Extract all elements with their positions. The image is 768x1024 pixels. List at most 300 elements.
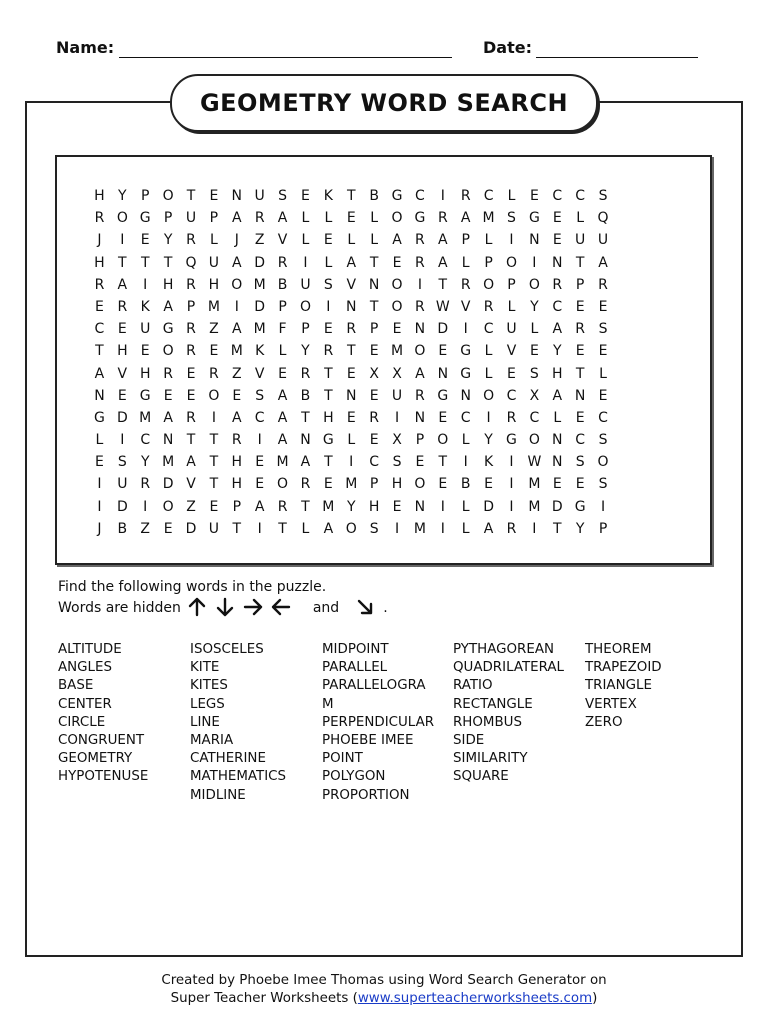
- grid-letter[interactable]: I: [120, 232, 125, 249]
- grid-letter[interactable]: E: [209, 188, 219, 204]
- grid-letter[interactable]: I: [394, 520, 400, 537]
- grid-letter[interactable]: S: [529, 365, 539, 382]
- grid-letter[interactable]: E: [369, 387, 379, 404]
- grid-letter[interactable]: L: [461, 432, 470, 449]
- grid-letter[interactable]: E: [507, 365, 516, 382]
- grid-letter[interactable]: G: [437, 387, 449, 404]
- grid-letter[interactable]: I: [394, 409, 400, 426]
- grid-letter[interactable]: L: [370, 210, 379, 227]
- date-input-line[interactable]: [536, 57, 698, 58]
- grid-letter[interactable]: L: [507, 298, 516, 315]
- grid-letter[interactable]: C: [575, 432, 586, 449]
- grid-letter[interactable]: Z: [231, 365, 242, 382]
- grid-letter[interactable]: E: [209, 343, 219, 360]
- grid-letter[interactable]: R: [254, 210, 265, 227]
- grid-letter[interactable]: C: [483, 188, 494, 204]
- grid-letter[interactable]: T: [324, 387, 333, 404]
- grid-letter[interactable]: H: [231, 454, 243, 471]
- grid-letter[interactable]: U: [597, 232, 609, 249]
- grid-letter[interactable]: B: [117, 520, 128, 537]
- grid-letter[interactable]: T: [278, 520, 287, 537]
- grid-letter[interactable]: E: [323, 232, 333, 249]
- grid-letter[interactable]: C: [94, 321, 105, 338]
- grid-letter[interactable]: L: [553, 409, 562, 426]
- grid-letter[interactable]: E: [301, 188, 310, 204]
- grid-letter[interactable]: I: [143, 498, 148, 515]
- grid-letter[interactable]: I: [532, 254, 537, 271]
- grid-letter[interactable]: K: [323, 188, 333, 204]
- grid-letter[interactable]: A: [392, 232, 402, 249]
- grid-letter[interactable]: P: [301, 321, 310, 338]
- grid-letter[interactable]: O: [528, 432, 540, 449]
- grid-letter[interactable]: Y: [575, 520, 585, 537]
- grid-letter[interactable]: E: [575, 476, 585, 493]
- grid-letter[interactable]: U: [208, 520, 220, 537]
- grid-letter[interactable]: P: [369, 476, 379, 493]
- grid-letter[interactable]: N: [552, 432, 563, 449]
- grid-letter[interactable]: O: [483, 276, 495, 293]
- grid-letter[interactable]: J: [234, 232, 239, 249]
- grid-letter[interactable]: E: [415, 454, 425, 471]
- grid-letter[interactable]: S: [598, 432, 608, 449]
- grid-letter[interactable]: I: [440, 188, 445, 204]
- grid-letter[interactable]: A: [552, 321, 563, 338]
- grid-letter[interactable]: L: [209, 232, 218, 249]
- grid-letter[interactable]: E: [552, 210, 562, 227]
- grid-letter[interactable]: I: [120, 432, 125, 449]
- grid-letter[interactable]: T: [186, 432, 196, 449]
- grid-letter[interactable]: Y: [552, 343, 562, 360]
- grid-letter[interactable]: C: [506, 387, 517, 404]
- grid-letter[interactable]: L: [484, 365, 493, 382]
- grid-letter[interactable]: M: [482, 210, 495, 227]
- grid-letter[interactable]: M: [253, 276, 266, 293]
- grid-letter[interactable]: E: [117, 321, 127, 338]
- grid-letter[interactable]: C: [483, 321, 494, 338]
- grid-letter[interactable]: A: [460, 210, 471, 227]
- grid-letter[interactable]: I: [417, 276, 422, 293]
- grid-letter[interactable]: O: [116, 210, 128, 227]
- grid-letter[interactable]: G: [574, 498, 586, 515]
- grid-letter[interactable]: P: [598, 520, 608, 537]
- grid-letter[interactable]: N: [162, 432, 174, 449]
- grid-letter[interactable]: X: [392, 365, 402, 382]
- grid-letter[interactable]: H: [551, 365, 563, 382]
- grid-letter[interactable]: E: [346, 409, 356, 426]
- grid-letter[interactable]: R: [94, 276, 105, 293]
- grid-letter[interactable]: N: [460, 387, 471, 404]
- grid-letter[interactable]: P: [507, 276, 516, 293]
- grid-letter[interactable]: G: [322, 432, 334, 449]
- grid-letter[interactable]: P: [484, 254, 493, 271]
- grid-letter[interactable]: D: [551, 498, 563, 515]
- grid-letter[interactable]: R: [277, 498, 288, 515]
- grid-letter[interactable]: A: [232, 409, 242, 426]
- grid-letter[interactable]: U: [254, 188, 265, 204]
- grid-letter[interactable]: V: [186, 476, 196, 493]
- grid-letter[interactable]: E: [163, 520, 173, 537]
- grid-letter[interactable]: D: [254, 298, 266, 315]
- grid-letter[interactable]: R: [94, 210, 105, 227]
- grid-letter[interactable]: A: [232, 254, 242, 271]
- grid-letter[interactable]: P: [209, 210, 219, 227]
- grid-letter[interactable]: O: [162, 188, 174, 204]
- grid-letter[interactable]: I: [440, 498, 445, 515]
- grid-letter[interactable]: T: [552, 520, 562, 537]
- grid-letter[interactable]: I: [600, 498, 606, 515]
- grid-letter[interactable]: O: [505, 254, 517, 271]
- grid-letter[interactable]: T: [346, 188, 356, 204]
- grid-letter[interactable]: C: [552, 188, 563, 204]
- grid-letter[interactable]: N: [94, 387, 105, 404]
- grid-letter[interactable]: I: [463, 321, 468, 338]
- grid-letter[interactable]: V: [460, 298, 471, 315]
- grid-letter[interactable]: I: [257, 520, 262, 537]
- grid-letter[interactable]: J: [97, 520, 102, 537]
- grid-letter[interactable]: I: [349, 454, 354, 471]
- grid-letter[interactable]: P: [415, 432, 425, 449]
- grid-letter[interactable]: E: [140, 343, 150, 360]
- grid-letter[interactable]: H: [117, 343, 128, 360]
- grid-letter[interactable]: X: [392, 432, 402, 449]
- grid-letter[interactable]: A: [163, 298, 173, 315]
- grid-letter[interactable]: L: [324, 254, 333, 271]
- grid-letter[interactable]: I: [486, 409, 491, 426]
- grid-letter[interactable]: L: [484, 343, 493, 360]
- grid-letter[interactable]: D: [162, 476, 174, 493]
- grid-letter[interactable]: S: [598, 476, 608, 493]
- grid-letter[interactable]: H: [139, 365, 151, 382]
- grid-letter[interactable]: O: [437, 432, 449, 449]
- grid-letter[interactable]: B: [300, 387, 311, 404]
- name-input-line[interactable]: [119, 57, 452, 58]
- grid-letter[interactable]: I: [234, 298, 239, 315]
- grid-letter[interactable]: M: [253, 321, 266, 338]
- grid-letter[interactable]: O: [299, 298, 311, 315]
- grid-letter[interactable]: F: [278, 321, 287, 338]
- grid-letter[interactable]: H: [94, 188, 105, 204]
- grid-letter[interactable]: T: [209, 432, 219, 449]
- grid-letter[interactable]: Q: [185, 254, 197, 271]
- footer-link[interactable]: www.superteacherworksheets.com: [357, 991, 593, 1006]
- grid-letter[interactable]: T: [163, 254, 173, 271]
- grid-letter[interactable]: G: [162, 321, 174, 338]
- grid-letter[interactable]: E: [369, 432, 379, 449]
- grid-letter[interactable]: E: [163, 387, 173, 404]
- grid-letter[interactable]: H: [231, 476, 243, 493]
- grid-letter[interactable]: N: [231, 188, 243, 204]
- grid-letter[interactable]: A: [232, 210, 242, 227]
- grid-letter[interactable]: T: [324, 454, 333, 471]
- grid-letter[interactable]: N: [574, 387, 586, 404]
- grid-letter[interactable]: C: [529, 409, 540, 426]
- grid-letter[interactable]: N: [437, 365, 449, 382]
- grid-letter[interactable]: E: [209, 498, 219, 515]
- grid-letter[interactable]: M: [390, 343, 404, 360]
- grid-letter[interactable]: L: [347, 232, 356, 249]
- grid-letter[interactable]: Y: [163, 232, 173, 249]
- grid-letter[interactable]: L: [484, 232, 493, 249]
- grid-letter[interactable]: E: [552, 476, 562, 493]
- grid-letter[interactable]: C: [415, 188, 425, 204]
- grid-letter[interactable]: E: [95, 454, 104, 471]
- grid-letter[interactable]: I: [326, 298, 331, 315]
- grid-letter[interactable]: R: [117, 298, 128, 315]
- grid-letter[interactable]: T: [232, 520, 242, 537]
- grid-letter[interactable]: N: [368, 276, 380, 293]
- grid-letter[interactable]: Y: [346, 498, 356, 515]
- grid-letter[interactable]: L: [278, 343, 287, 360]
- grid-letter[interactable]: D: [116, 498, 128, 515]
- grid-letter[interactable]: T: [575, 254, 585, 271]
- grid-letter[interactable]: Q: [597, 210, 609, 227]
- grid-letter[interactable]: T: [346, 343, 356, 360]
- grid-letter[interactable]: G: [139, 387, 151, 404]
- grid-letter[interactable]: O: [345, 520, 357, 537]
- grid-letter[interactable]: U: [506, 321, 517, 338]
- grid-letter[interactable]: P: [461, 232, 470, 249]
- grid-letter[interactable]: E: [575, 343, 585, 360]
- grid-letter[interactable]: L: [576, 210, 585, 227]
- grid-letter[interactable]: R: [186, 321, 196, 338]
- grid-letter[interactable]: Y: [484, 432, 493, 449]
- grid-letter[interactable]: E: [323, 321, 333, 338]
- grid-letter[interactable]: T: [209, 476, 219, 493]
- grid-letter[interactable]: A: [117, 276, 128, 293]
- grid-letter[interactable]: M: [276, 454, 289, 471]
- grid-letter[interactable]: O: [208, 387, 220, 404]
- grid-letter[interactable]: R: [415, 387, 425, 404]
- grid-letter[interactable]: O: [162, 498, 174, 515]
- grid-letter[interactable]: P: [575, 276, 585, 293]
- grid-letter[interactable]: L: [461, 520, 470, 537]
- grid-letter[interactable]: U: [140, 321, 151, 338]
- grid-letter[interactable]: T: [575, 365, 585, 382]
- grid-letter[interactable]: O: [597, 454, 609, 471]
- grid-letter[interactable]: Y: [530, 298, 539, 315]
- grid-letter[interactable]: L: [301, 520, 310, 537]
- grid-letter[interactable]: U: [185, 210, 197, 227]
- grid-letter[interactable]: E: [598, 298, 608, 315]
- grid-letter[interactable]: R: [300, 476, 311, 493]
- grid-letter[interactable]: S: [507, 210, 516, 227]
- grid-letter[interactable]: T: [324, 365, 333, 382]
- grid-letter[interactable]: Z: [209, 321, 219, 338]
- grid-letter[interactable]: G: [94, 409, 105, 426]
- grid-letter[interactable]: H: [323, 409, 334, 426]
- grid-letter[interactable]: E: [278, 365, 287, 382]
- grid-letter[interactable]: R: [506, 520, 517, 537]
- grid-letter[interactable]: O: [528, 276, 540, 293]
- grid-letter[interactable]: U: [575, 232, 586, 249]
- grid-letter[interactable]: A: [277, 210, 288, 227]
- grid-letter[interactable]: E: [552, 232, 562, 249]
- grid-letter[interactable]: C: [369, 454, 380, 471]
- grid-letter[interactable]: G: [414, 210, 426, 227]
- grid-letter[interactable]: E: [529, 343, 539, 360]
- grid-letter[interactable]: E: [575, 409, 585, 426]
- grid-letter[interactable]: P: [141, 188, 150, 204]
- grid-letter[interactable]: S: [255, 387, 265, 404]
- grid-letter[interactable]: L: [301, 210, 310, 227]
- grid-letter[interactable]: E: [392, 321, 402, 338]
- grid-letter[interactable]: V: [346, 276, 357, 293]
- grid-letter[interactable]: E: [438, 476, 448, 493]
- grid-letter[interactable]: R: [460, 276, 471, 293]
- grid-letter[interactable]: G: [506, 432, 517, 449]
- grid-letter[interactable]: N: [529, 232, 540, 249]
- grid-letter[interactable]: I: [440, 520, 445, 537]
- grid-letter[interactable]: E: [117, 387, 127, 404]
- grid-letter[interactable]: R: [598, 276, 608, 293]
- grid-letter[interactable]: I: [509, 454, 514, 471]
- grid-letter[interactable]: K: [140, 298, 150, 315]
- grid-letter[interactable]: N: [414, 498, 426, 515]
- grid-letter[interactable]: H: [162, 276, 174, 293]
- grid-letter[interactable]: E: [186, 365, 196, 382]
- grid-letter[interactable]: B: [460, 476, 471, 493]
- grid-letter[interactable]: Y: [118, 188, 127, 204]
- grid-letter[interactable]: R: [415, 232, 425, 249]
- grid-letter[interactable]: E: [438, 343, 448, 360]
- grid-letter[interactable]: M: [322, 498, 335, 515]
- grid-letter[interactable]: L: [530, 321, 539, 338]
- grid-letter[interactable]: G: [391, 188, 403, 204]
- grid-letter[interactable]: T: [140, 254, 150, 271]
- grid-letter[interactable]: L: [347, 432, 356, 449]
- grid-letter[interactable]: E: [346, 210, 356, 227]
- grid-letter[interactable]: O: [231, 276, 243, 293]
- grid-letter[interactable]: I: [97, 476, 102, 493]
- grid-letter[interactable]: P: [163, 210, 173, 227]
- grid-letter[interactable]: K: [483, 454, 494, 471]
- grid-letter[interactable]: A: [186, 454, 196, 471]
- grid-letter[interactable]: M: [162, 454, 175, 471]
- grid-letter[interactable]: A: [277, 387, 288, 404]
- grid-letter[interactable]: T: [186, 188, 196, 204]
- grid-letter[interactable]: A: [438, 232, 448, 249]
- grid-letter[interactable]: O: [391, 298, 403, 315]
- grid-letter[interactable]: A: [598, 254, 608, 271]
- grid-letter[interactable]: W: [527, 454, 542, 471]
- grid-letter[interactable]: C: [575, 188, 586, 204]
- grid-letter[interactable]: B: [277, 276, 288, 293]
- grid-letter[interactable]: I: [211, 409, 216, 426]
- grid-letter[interactable]: T: [438, 276, 448, 293]
- grid-letter[interactable]: I: [97, 498, 102, 515]
- grid-letter[interactable]: A: [254, 498, 265, 515]
- grid-letter[interactable]: I: [463, 454, 468, 471]
- grid-letter[interactable]: T: [438, 454, 448, 471]
- grid-letter[interactable]: H: [94, 254, 105, 271]
- grid-letter[interactable]: X: [529, 387, 540, 404]
- grid-letter[interactable]: L: [507, 188, 516, 204]
- grid-letter[interactable]: P: [278, 298, 287, 315]
- grid-letter[interactable]: D: [437, 321, 449, 338]
- grid-letter[interactable]: A: [552, 387, 563, 404]
- grid-letter[interactable]: E: [186, 387, 196, 404]
- grid-letter[interactable]: B: [369, 188, 379, 204]
- grid-letter[interactable]: R: [277, 254, 288, 271]
- grid-letter[interactable]: E: [392, 254, 402, 271]
- grid-letter[interactable]: R: [163, 365, 173, 382]
- grid-letter[interactable]: P: [369, 321, 379, 338]
- grid-letter[interactable]: O: [391, 210, 403, 227]
- grid-letter[interactable]: M: [207, 298, 220, 315]
- grid-letter[interactable]: R: [346, 321, 357, 338]
- grid-letter[interactable]: N: [552, 454, 563, 471]
- grid-letter[interactable]: N: [414, 321, 426, 338]
- grid-letter[interactable]: A: [346, 254, 357, 271]
- grid-letter[interactable]: L: [370, 232, 379, 249]
- grid-letter[interactable]: T: [369, 254, 379, 271]
- grid-letter[interactable]: A: [300, 454, 311, 471]
- grid-letter[interactable]: O: [391, 276, 403, 293]
- grid-letter[interactable]: T: [301, 409, 310, 426]
- grid-letter[interactable]: A: [483, 520, 494, 537]
- grid-letter[interactable]: Z: [186, 498, 196, 515]
- grid-letter[interactable]: L: [599, 365, 607, 382]
- grid-letter[interactable]: I: [257, 432, 262, 449]
- grid-letter[interactable]: E: [598, 387, 608, 404]
- grid-letter[interactable]: N: [346, 298, 357, 315]
- grid-letter[interactable]: R: [415, 254, 425, 271]
- grid-letter[interactable]: R: [437, 210, 448, 227]
- grid-letter[interactable]: M: [139, 409, 152, 426]
- grid-letter[interactable]: G: [528, 210, 540, 227]
- grid-letter[interactable]: V: [277, 232, 288, 249]
- grid-letter[interactable]: L: [95, 432, 104, 449]
- grid-letter[interactable]: E: [484, 476, 494, 493]
- grid-letter[interactable]: S: [598, 188, 608, 204]
- grid-letter[interactable]: D: [483, 498, 494, 515]
- grid-letter[interactable]: C: [254, 409, 265, 426]
- grid-letter[interactable]: G: [460, 365, 472, 382]
- grid-letter[interactable]: R: [186, 232, 196, 249]
- grid-letter[interactable]: R: [186, 276, 196, 293]
- grid-letter[interactable]: L: [461, 254, 470, 271]
- grid-letter[interactable]: G: [460, 343, 472, 360]
- grid-letter[interactable]: M: [413, 520, 426, 537]
- grid-letter[interactable]: T: [369, 298, 379, 315]
- grid-letter[interactable]: S: [598, 321, 608, 338]
- grid-letter[interactable]: C: [460, 409, 471, 426]
- grid-letter[interactable]: D: [185, 520, 197, 537]
- grid-letter[interactable]: R: [506, 409, 517, 426]
- grid-letter[interactable]: E: [95, 298, 104, 315]
- grid-letter[interactable]: N: [552, 254, 563, 271]
- grid-letter[interactable]: E: [598, 343, 608, 360]
- grid-letter[interactable]: O: [414, 343, 426, 360]
- grid-letter[interactable]: O: [483, 387, 495, 404]
- grid-letter[interactable]: O: [277, 476, 289, 493]
- grid-letter[interactable]: R: [231, 432, 242, 449]
- grid-letter[interactable]: R: [209, 365, 219, 382]
- grid-letter[interactable]: S: [575, 454, 585, 471]
- grid-letter[interactable]: I: [509, 476, 514, 493]
- grid-letter[interactable]: E: [438, 409, 448, 426]
- grid-letter[interactable]: A: [438, 254, 448, 271]
- grid-letter[interactable]: C: [598, 409, 608, 426]
- grid-letter[interactable]: E: [392, 498, 402, 515]
- grid-letter[interactable]: L: [461, 498, 470, 515]
- grid-letter[interactable]: R: [369, 409, 379, 426]
- grid-letter[interactable]: N: [346, 387, 357, 404]
- grid-letter[interactable]: S: [117, 454, 127, 471]
- grid-letter[interactable]: V: [117, 365, 128, 382]
- grid-letter[interactable]: X: [369, 365, 379, 382]
- grid-letter[interactable]: K: [255, 343, 265, 360]
